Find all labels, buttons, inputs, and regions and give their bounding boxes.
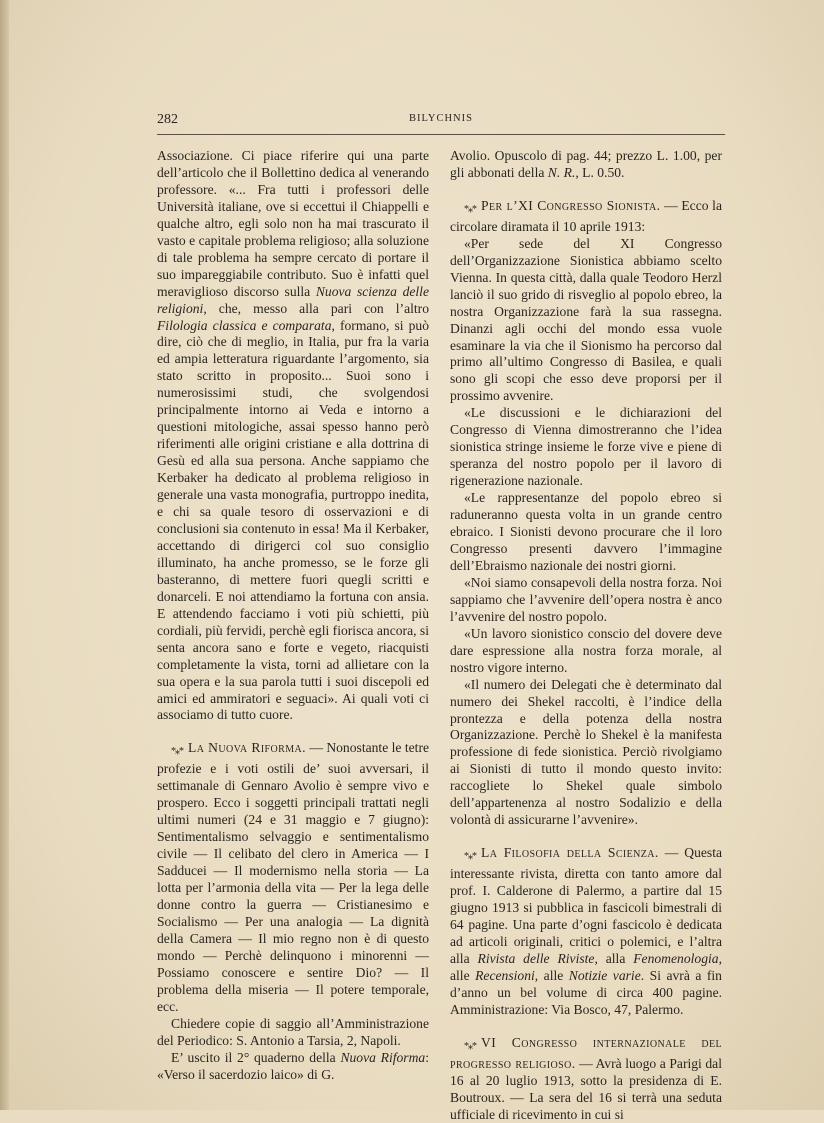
paragraph: E’ uscito il 2° quaderno della Nuova Riforma: «Verso il sacerdozio laico» di G. (157, 1049, 429, 1082)
page-number: 282 (157, 112, 178, 127)
section-congresso-progresso: *⁎* VI Congresso internazionale del progresso religioso. — Avrà luogo a Parigi dal 16 al 20 luglio 1913, sotto la presidenza di E. Boutroux. — La sera del 16 si terrà una seduta ufficiale di ricevimento in cui si (450, 1034, 722, 1122)
section-title: VI Congresso internazionale del progresso religioso. (450, 1034, 722, 1071)
quote-paragraph: «Per sede del XI Congresso dell’Organizzazione Sionistica abbiamo scelto Vienna. In questa città, dalla quale Teodoro Herzl lanciò il suo grido di risveglio al popolo ebreo, la nostra Organizzazione farà la sua rassegna. Dinanzi agli occhi del mondo essa vuole esaminare la via che il Sionismo ha percorso dal primo all’ultimo Congresso di Basilea, e quali sono gli scopi che esso deve proporsi per il prossimo avvenire. (450, 235, 722, 404)
paragraph: Associazione. Ci piace riferire qui una parte dell’articolo che il Bollettino dedica al venerando professore. «... Fra tutti i professori delle Università italiane, ove si eccettui il Chiappelli e qualche altro, egli solo non ha mai trascurato il vasto e capitale problema religioso; alla soluzione di tale problema ha sempre cercato di portare il suo impareggiabile contributo. Suo è infatti quel meraviglioso discorso sulla Nuova scienza delle religioni, che, messo alla pari con l’altro Filologia classica e comparata, formano, si può dire, ciò che di meglio, in Italia, pur fra la varia ed ampia letteratura riguardante l’argomento, sia stato scritto in proposito... Suoi sono i numerosissimi studi, che svolgendosi principalmente intorno ai Veda e intorno a questioni mitologiche, assai spesso hanno però riferimenti alle origini cristiane e alla dottrina di Gesù ed alla sua persona. Anche sappiamo che Kerbaker ha dedicato al problema religioso in generale una vasta monografia, purtroppo inedita, e chi sa quale tesoro di osservazioni e di conclusioni sia contenuto in essa! Ma il Kerbaker, accettando di dirigerci col suo consiglio illuminato, ha anche promesso, se le forze gli basteranno, di mettere fuori quegli scritti e donarceli. E noi attendiamo la fortuna con ansia. E attendendo facciamo i voti più schietti, più cordiali, più fervidi, perchè egli fiorisca ancora, si senta ancora sano e forte e vegeto, riacquisti completamente la vista, torni ad allietare con la sua opera e la sua parola tutti i suoi discepoli ed amici ed ammiratori e seguaci». Ai quali voti ci associamo di tutto cuore. (157, 148, 430, 723)
paragraph: Avolio. Opuscolo di pag. 44; prezzo L. 1.00, per gli abbonati della N. R., L. 0.50. (450, 148, 722, 180)
section-filosofia-scienza: *⁎* La Filosofia della Scienza. — Questa interessante rivista, diretta con tanto amore dal prof. I. Calderone di Palermo, a partire dal 15 giugno 1913 si pubblica in fascicoli bimestrali di 64 pagine. Una parte d’ogni fascicolo è dedicata ad articoli originali, critici o polemici, e l’altra alla Rivista delle Riviste, alla Fenomenologia, alle Recensioni, alle Notizie varie. Si avrà a fin d’anno un bel volume di circa 400 pagine. Amministrazione: Via Bosco, 47, Palermo. (450, 845, 723, 1017)
quote-paragraph: «Un lavoro sionistico conscio del dovere deve dare espressione alla nostra forza morale, al nostro vigore interno. (450, 625, 722, 675)
quote-paragraph: «Le discussioni e le dichiarazioni del Congresso di Vienna dimostreranno che l’idea sionistica stringe insieme le forze vive e piene di speranza del nostro popolo per il lavoro di rigenerazione nazionale. (450, 405, 722, 489)
section-title: La Nuova Riforma. (188, 740, 306, 756)
asterism-icon: *⁎* (171, 746, 183, 758)
quote-paragraph: «Il numero dei Delegati che è determinato dal numero dei Shekel raccolti, è l’indice della prontezza e della potenza della nostra Organizzazione. Perchè lo Shekel è la manifesta professione di fede sionistica. Perciò rivolgiamo ai Sionisti di tutto il mondo questo invito: raccogliete lo Shekel quale simbolo dell’appartenenza al nostro Sodalizio e della volontà di assicurarne l’avvenire». (450, 676, 722, 828)
paragraph: Chiedere copie di saggio all’Amministrazione del Periodico: S. Antonio a Tarsia, 2, Napoli. (157, 1015, 429, 1048)
asterism-icon: *⁎* (464, 1040, 476, 1052)
asterism-icon: *⁎* (464, 851, 476, 863)
quote-paragraph: «Noi siamo consapevoli della nostra forza. Noi sappiamo che l’avvenire dell’opera nostra è anco l’avvenire del nostro popolo. (450, 574, 722, 624)
left-column (157, 148, 429, 1083)
header-rule (157, 134, 725, 135)
section-congresso-sionista: *⁎* Per l’XI Congresso Sionista. — Ecco la circolare diramata il 10 aprile 1913: (450, 197, 722, 234)
right-column (450, 148, 722, 1123)
running-title: BILYCHNIS (409, 113, 473, 124)
section-title: Per l’XI Congresso Sionista. (481, 197, 661, 213)
section-title: La Filosofia della Scienza. (481, 845, 659, 861)
page-binding-edge (0, 0, 9, 1110)
quote-paragraph: «Le rappresentanze del popolo ebreo si raduneranno questa volta in un grande centro ebraico. I Sionisti devono procurare che il loro Congresso presenti davvero l’immagine dell’Ebraismo nazionale dei nostri giorni. (450, 490, 722, 573)
section-nuova-riforma: *⁎* La Nuova Riforma. — Nonostante le tetre profezie e i voti ostili de’ suoi avversari, il settimanale di Gennaro Avolio è sempre vivo e prospero. Ecco i soggetti principali trattati negli ultimi numeri (24 e 31 maggio e 7 giugno): Sentimentalismo selvaggio e sentimentalismo civile — Il celibato del clero in America — I Sadducei — Il modernismo nella storia — La lotta per l’armonia della vita — Per la lega delle donne contro la guerra — Cristianesimo e Socialismo — Per una analogia — La dignità della Camera — Il mio regno non è di questo mondo — Perchè delinquono i minorenni — Possiamo conoscere e sentire Dio? — Il problema della miseria — Il potere temporale, ecc. (157, 740, 430, 1014)
asterism-icon: *⁎* (464, 203, 476, 215)
page-header (157, 112, 725, 132)
